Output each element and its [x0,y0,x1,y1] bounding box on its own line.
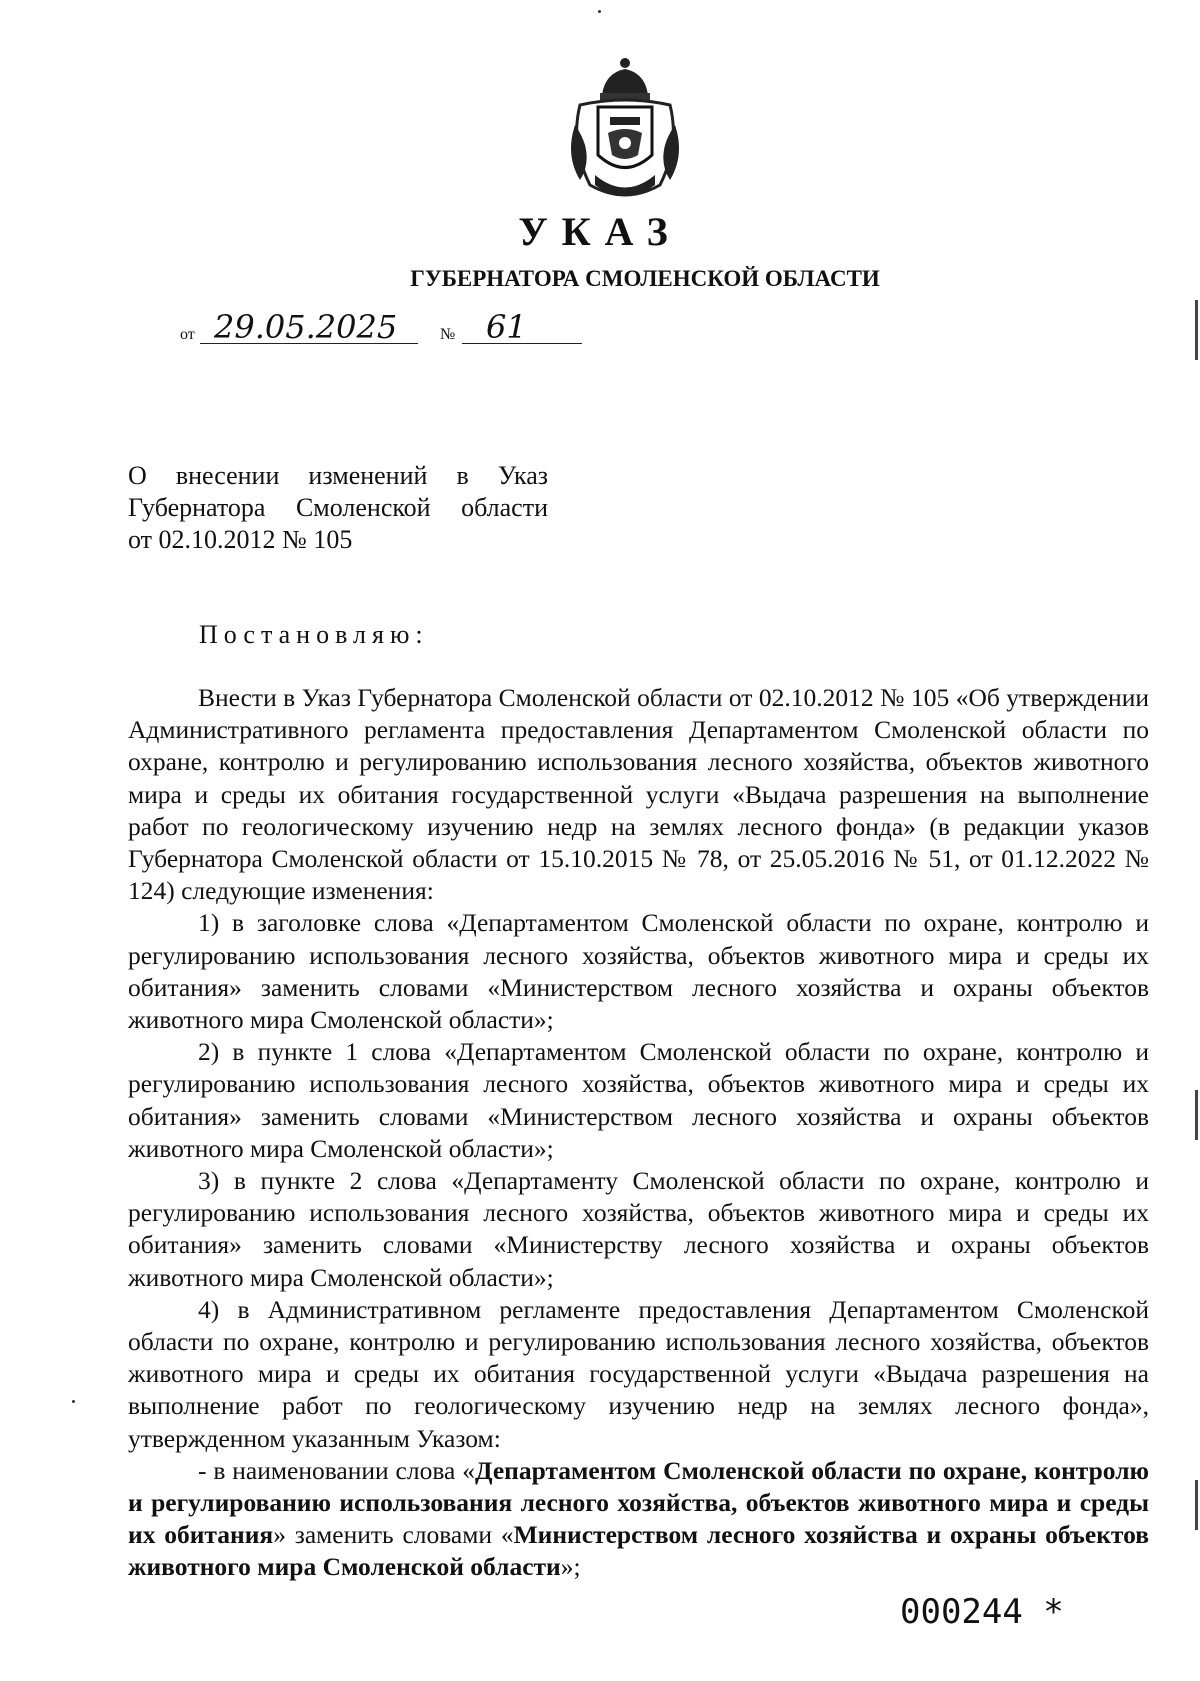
about-line: Губернатора Смоленской области [128,493,548,522]
decree-word: Постановляю: [199,620,429,649]
item-3: 3) в пункте 2 слова «Департаменту Смоленской области по охране, контролю и регулированию использования лесного хозяйства, объектов животного мира и среды их обитания» заменить словами «Министерству лесного хозяйства и охраны объектов животного мира Смоленской области»; [128,1166,1149,1292]
handwritten-date: 29.05.2025 [200,310,418,344]
about-line: от 02.10.2012 № 105 [128,525,353,554]
sub-bold-old: Департаментом Смоленской области по охране, контролю и регулированию использования лесного хозяйства, объектов животного мира и среды их обитания [128,1455,1149,1550]
scan-edge-mark [1195,300,1198,360]
intro-paragraph: Внести в Указ Губернатора Смоленской области от 02.10.2012 № 105 «Об утверждении Административного регламента предоставления Департаментом Смоленской области по охране, контролю и регулированию использования лесного хозяйства, объектов животного мира и среды их обитания государственной услуги «Выдача разрешения на выполнение работ по геологическому изучению недр на землях лесного фонда» (в редакции указов Губернатора Смоленской области от 15.10.2015 № 78, от 25.05.2016 № 51, от 01.12.2022 № 124) следующие изменения: [128,683,1149,906]
sub-item [128,1455,1149,1584]
about-block [128,460,548,556]
coat-of-arms-icon [560,55,690,205]
sub-bold-new: Министерством лесного хозяйства и охраны объектов животного мира Смоленской области [128,1520,1150,1582]
document-subtitle: ГУБЕРНАТОРА СМОЛЕНСКОЙ ОБЛАСТИ [410,266,880,291]
document-body [128,682,1149,1584]
serial-stamp: 000244 * [900,1592,1064,1632]
scan-edge-mark [1195,1480,1198,1530]
scan-speck [72,1400,75,1403]
item-4: 4) в Административном регламенте предоставления Департаментом Смоленской области по охране, контролю и регулированию использования лесного хозяйства, объектов животного мира и среды их обитания государственной услуги «Выдача разрешения на выполнение работ по геологическому изучению недр на землях лесного фонда», утвержденном указанным Указом: [128,1294,1149,1453]
sub-suffix: »; [560,1552,581,1582]
date-prefix: от [180,326,195,343]
document-title: УКАЗ [518,209,682,254]
sub-prefix: - в наименовании слова « [198,1455,475,1485]
handwritten-number: 61 [462,310,582,344]
item-1: 1) в заголовке слова «Департаментом Смоленской области по охране, контролю и регулированию использования лесного хозяйства, объектов животного мира и среды их обитания» заменить словами «Министерством лесного хозяйства и охраны объектов животного мира Смоленской области»; [128,908,1149,1035]
scan-speck [598,10,601,13]
date-number-line [180,310,630,350]
sub-mid: » заменить словами « [273,1520,514,1550]
item-2: 2) в пункте 1 слова «Департаментом Смоленской области по охране, контролю и регулированию использования лесного хозяйства, объектов животного мира и среды их обитания» заменить словами «Министерством лесного хозяйства и охраны объектов животного мира Смоленской области»; [128,1037,1149,1163]
about-line: О внесении изменений в Указ [128,461,548,490]
scan-edge-mark [1195,1090,1198,1140]
number-prefix: № [440,326,456,343]
